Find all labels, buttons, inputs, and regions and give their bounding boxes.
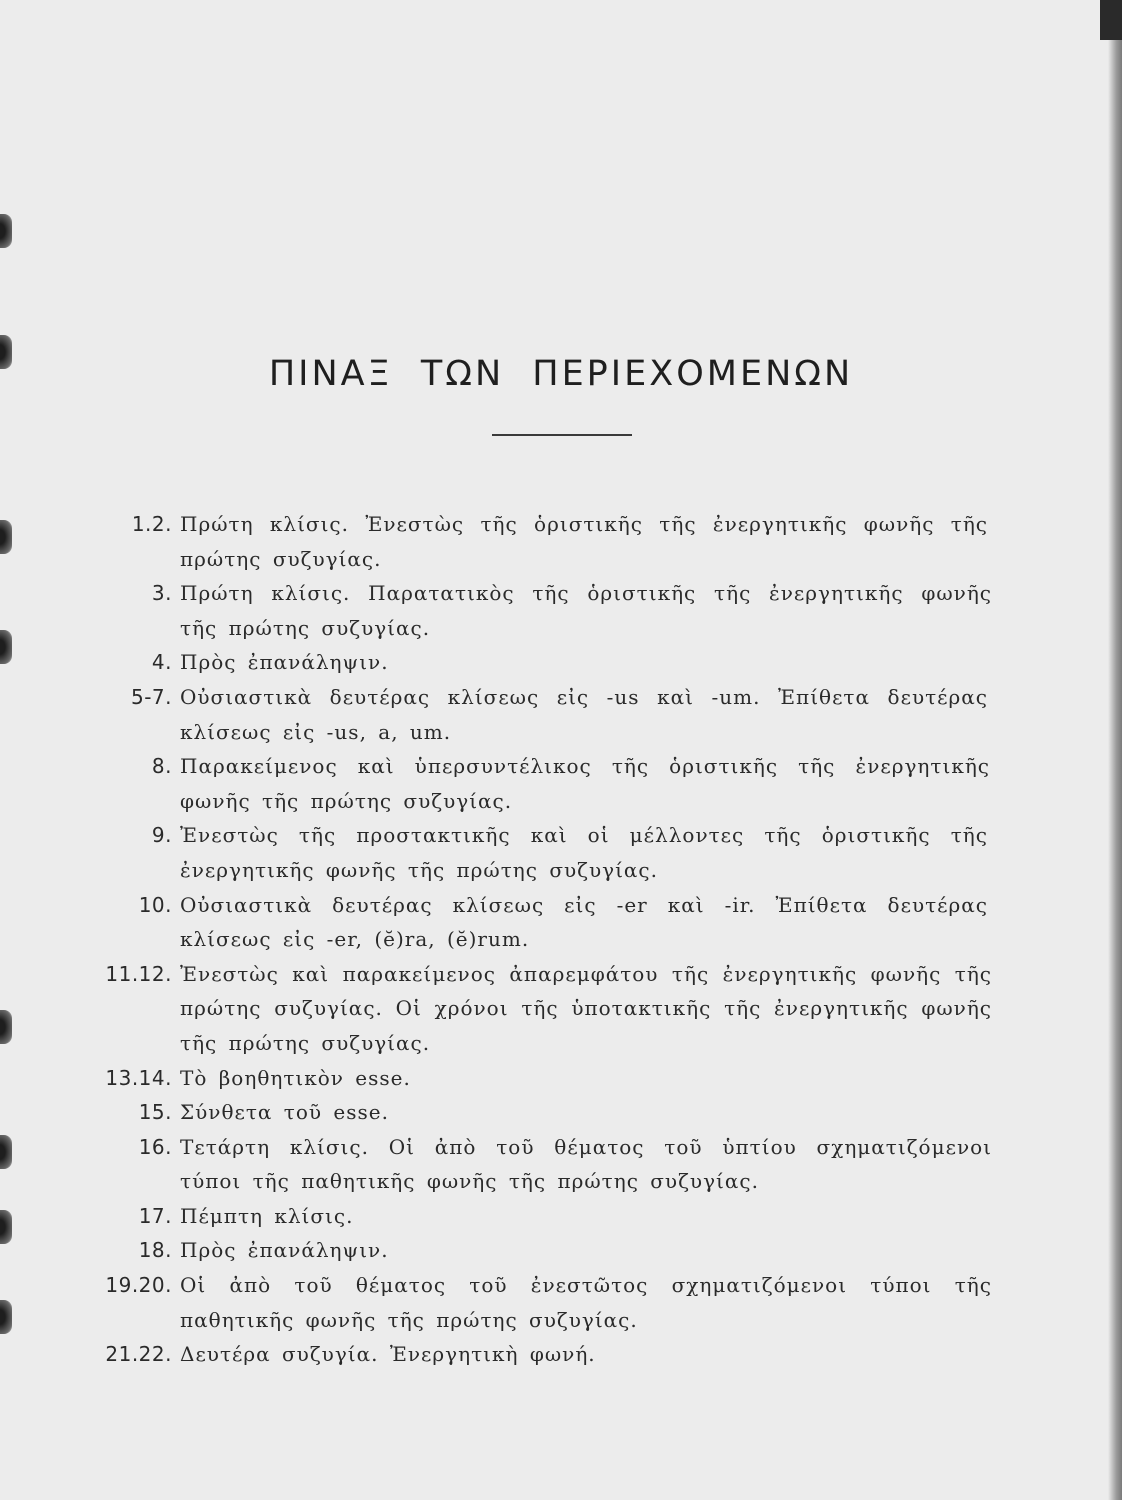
binding-hole bbox=[0, 1210, 12, 1244]
toc-entry-number: 10. bbox=[138, 892, 172, 917]
toc-entry-number: 15. bbox=[138, 1100, 172, 1125]
toc-entry-number: 5-7. bbox=[130, 684, 172, 709]
toc-entry-text: Πρώτη κλίσις. Ἐνεστὼς τῆς ὁριστικῆς τῆς ἐνεργητικῆς φωνῆς τῆς πρώτης συζυγίας. bbox=[180, 512, 988, 571]
toc-entry bbox=[100, 1233, 988, 1268]
toc-entry-number: 3. bbox=[151, 581, 172, 606]
toc-entry-number: 19.20. bbox=[105, 1273, 172, 1298]
toc-entry-text: Οἱ ἀπὸ τοῦ θέματος τοῦ ἐνεστῶτος σχηματιζόμενοι τύποι τῆς παθητικῆς φωνῆς τῆς πρώτης συζυγίας. bbox=[180, 1273, 992, 1332]
toc-entry-number: 11.12. bbox=[105, 961, 172, 986]
toc-entry-text: Πρὸς ἐπανάληψιν. bbox=[180, 650, 389, 675]
toc-entry-number: 13.14. bbox=[105, 1065, 172, 1090]
toc-entry bbox=[100, 1130, 992, 1199]
toc-entry-number: 21.22. bbox=[105, 1342, 172, 1367]
toc-entry-number: 16. bbox=[138, 1134, 172, 1159]
page-title: ΠΙΝΑΞ ΤΩΝ ΠΕΡΙΕΧΟΜΕΝΩΝ bbox=[268, 354, 854, 394]
binding-hole bbox=[0, 1300, 12, 1334]
toc-entry-text: Παρακείμενος καὶ ὑπερσυντέλικος τῆς ὁριστικῆς τῆς ἐνεργητικῆς φωνῆς τῆς πρώτης συζυγίας. bbox=[180, 754, 990, 813]
toc-entry-number: 1.2. bbox=[131, 512, 172, 536]
toc-entry bbox=[100, 1268, 992, 1337]
toc-entry-number: 17. bbox=[138, 1203, 172, 1228]
toc-entry-text: Δευτέρα συζυγία. Ἐνεργητικὴ φωνή. bbox=[180, 1342, 596, 1367]
binding-hole bbox=[0, 214, 12, 248]
toc-entry bbox=[100, 1199, 988, 1234]
toc-entry-text: Οὐσιαστικὰ δευτέρας κλίσεως εἰς -er καὶ -ir. Ἐπίθετα δευτέρας κλίσεως εἰς -er, (ĕ)ra, (ĕ)rum. bbox=[180, 892, 988, 952]
toc-entry-text: Ἐνεστὼς τῆς προστακτικῆς καὶ οἱ μέλλοντες τῆς ὁριστικῆς τῆς ἐνεργητικῆς φωνῆς τῆς πρώτης συζυγίας. bbox=[180, 823, 988, 882]
toc-entry bbox=[100, 749, 990, 818]
toc-entry bbox=[100, 957, 992, 1061]
toc-entry-text: Σύνθετα τοῦ esse. bbox=[180, 1100, 389, 1125]
binding-holes bbox=[0, 0, 24, 1500]
toc-entry bbox=[100, 645, 988, 680]
toc-entry bbox=[100, 888, 988, 957]
binding-hole bbox=[0, 520, 12, 554]
binding-hole bbox=[0, 1010, 12, 1044]
toc-entry bbox=[100, 1337, 988, 1372]
toc-entry bbox=[100, 818, 988, 887]
toc-entry-number: 9. bbox=[151, 823, 172, 848]
toc-entry-number: 18. bbox=[138, 1238, 172, 1263]
toc-entry-number: 4. bbox=[151, 650, 172, 675]
toc-entry-text: Τὸ βοηθητικὸν esse. bbox=[180, 1065, 411, 1090]
toc-entry bbox=[100, 1061, 988, 1096]
toc-entry-text: Οὐσιαστικὰ δευτέρας κλίσεως εἰς -us καὶ -um. Ἐπίθετα δευτέρας κλίσεως εἰς -us, a, um. bbox=[180, 684, 988, 744]
toc-entry bbox=[100, 507, 988, 576]
toc-entry-text: Ἐνεστὼς καὶ παρακείμενος ἀπαρεμφάτου τῆς ἐνεργητικῆς φωνῆς τῆς πρώτης συζυγίας. Οἱ χρόνοι τῆς ὑποτακτικῆς τῆς ἐνεργητικῆς φωνῆς τῆς πρώτης συζυγίας. bbox=[180, 961, 992, 1055]
toc-entry bbox=[100, 1095, 988, 1130]
toc-entry-text: Τετάρτη κλίσις. Οἱ ἀπὸ τοῦ θέματος τοῦ ὑπτίου σχηματιζόμενοι τύποι τῆς παθητικῆς φωνῆς τῆς πρώτης συζυγίας. bbox=[180, 1134, 992, 1194]
binding-hole bbox=[0, 630, 12, 664]
page-edge-shadow bbox=[1108, 0, 1122, 1500]
title-divider bbox=[492, 434, 632, 436]
toc-entry-text: Πρώτη κλίσις. Παρατατικὸς τῆς ὁριστικῆς τῆς ἐνεργητικῆς φωνῆς τῆς πρώτης συζυγίας. bbox=[180, 581, 992, 640]
table-of-contents bbox=[100, 507, 1000, 1372]
toc-entry-text: Πέμπτη κλίσις. bbox=[180, 1203, 354, 1228]
toc-entry-text: Πρὸς ἐπανάληψιν. bbox=[180, 1238, 389, 1263]
toc-entry-number: 8. bbox=[151, 754, 172, 779]
page-corner-shadow bbox=[1100, 0, 1122, 40]
toc-entry bbox=[100, 680, 988, 749]
binding-hole bbox=[0, 1135, 12, 1169]
toc-entry bbox=[100, 576, 992, 645]
